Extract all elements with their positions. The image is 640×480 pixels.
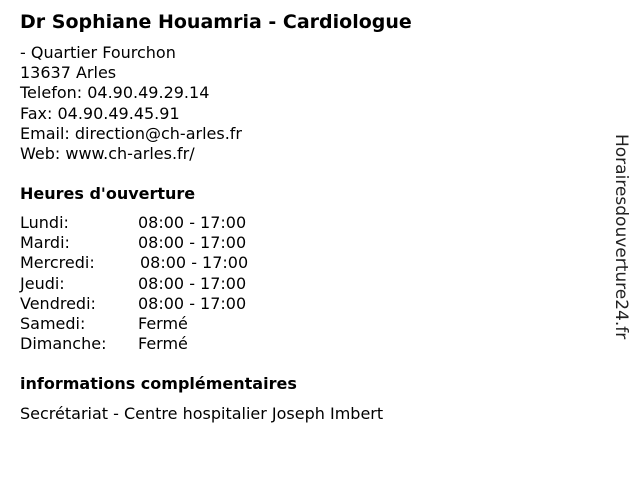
address-street: - Quartier Fourchon [20, 43, 176, 62]
address-block [20, 43, 242, 164]
additional-info-text: Secrétariat - Centre hospitalier Joseph Imbert [20, 404, 384, 423]
address-city: 13637 Arles [20, 63, 117, 83]
day-label: Lundi: [20, 213, 69, 232]
phone-line: Telefon: 04.90.49.29.14 [20, 83, 210, 103]
email-line: Email: direction@ch-arles.fr [20, 123, 242, 143]
additional-info-heading: informations complémentaires [20, 374, 297, 393]
day-hours: 08:00 - 17:00 [140, 253, 249, 273]
day-label: Mercredi: [20, 253, 95, 273]
day-label: Mardi: [20, 233, 70, 253]
day-hours: Fermé [138, 334, 188, 354]
day-hours: 08:00 - 17:00 [138, 293, 247, 313]
fax-line: Fax: 04.90.49.45.91 [20, 103, 180, 123]
day-hours: 08:00 - 17:00 [138, 213, 247, 232]
day-label: Vendredi: [20, 293, 96, 313]
opening-hours-heading: Heures d'ouverture [20, 184, 196, 203]
site-watermark: Horairesdouverture24.fr [611, 134, 631, 340]
day-label: Samedi: [20, 313, 86, 333]
day-hours: Fermé [138, 313, 188, 333]
day-label: Jeudi: [20, 273, 65, 293]
day-label: Dimanche: [20, 334, 107, 354]
page-title: Dr Sophiane Houamria - Cardiologue [20, 11, 412, 33]
day-hours: 08:00 - 17:00 [138, 233, 247, 253]
day-hours: 08:00 - 17:00 [138, 273, 247, 293]
web-line: Web: www.ch-arles.fr/ [20, 144, 195, 164]
